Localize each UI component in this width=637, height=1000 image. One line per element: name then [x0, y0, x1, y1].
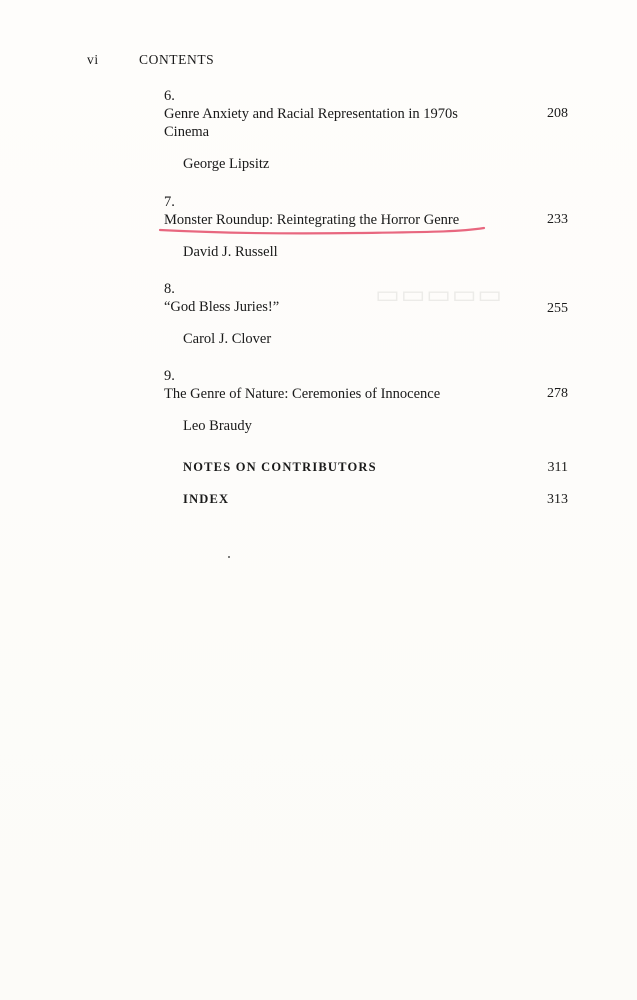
chapter-title[interactable]: Genre Anxiety and Racial Representation in 1970s Cinema: [164, 106, 458, 140]
toc-entry[interactable]: [164, 280, 568, 348]
chapter-number: 7.: [164, 194, 175, 210]
running-head: [87, 52, 214, 68]
chapter-number: 9.: [164, 368, 175, 384]
show-through-heading: ▭▭▭▭▭: [375, 280, 503, 309]
toc-entry[interactable]: [164, 367, 568, 435]
chapter-number: 8.: [164, 281, 175, 297]
chapter-author: Leo Braudy: [183, 418, 252, 434]
chapter-title[interactable]: “God Bless Juries!”: [164, 299, 280, 315]
backmatter-label[interactable]: INDEX: [183, 492, 230, 506]
chapter-title[interactable]: Monster Roundup: Reintegrating the Horror Genre: [164, 212, 460, 228]
page-number: 311: [547, 460, 568, 475]
page-number: 278: [547, 386, 568, 401]
page-number: 255: [547, 301, 568, 316]
page-folio: vi: [87, 52, 99, 67]
running-head-title: CONTENTS: [138, 52, 215, 67]
toc-entry[interactable]: [164, 193, 568, 261]
page-number: 233: [547, 212, 568, 227]
page-number: 313: [547, 492, 568, 507]
toc-backmatter-entry[interactable]: [183, 492, 568, 507]
chapter-author: Carol J. Clover: [183, 331, 272, 347]
toc-entry[interactable]: [164, 87, 568, 173]
paper-speck: [228, 556, 230, 558]
chapter-author: David J. Russell: [183, 244, 278, 260]
chapter-number: 6.: [164, 88, 175, 104]
page-number: 208: [547, 106, 568, 121]
chapter-title[interactable]: The Genre of Nature: Ceremonies of Innocence: [164, 386, 441, 402]
toc-backmatter-entry[interactable]: [183, 460, 568, 475]
chapter-author: George Lipsitz: [183, 156, 270, 172]
backmatter-label[interactable]: NOTES ON CONTRIBUTORS: [183, 460, 377, 474]
